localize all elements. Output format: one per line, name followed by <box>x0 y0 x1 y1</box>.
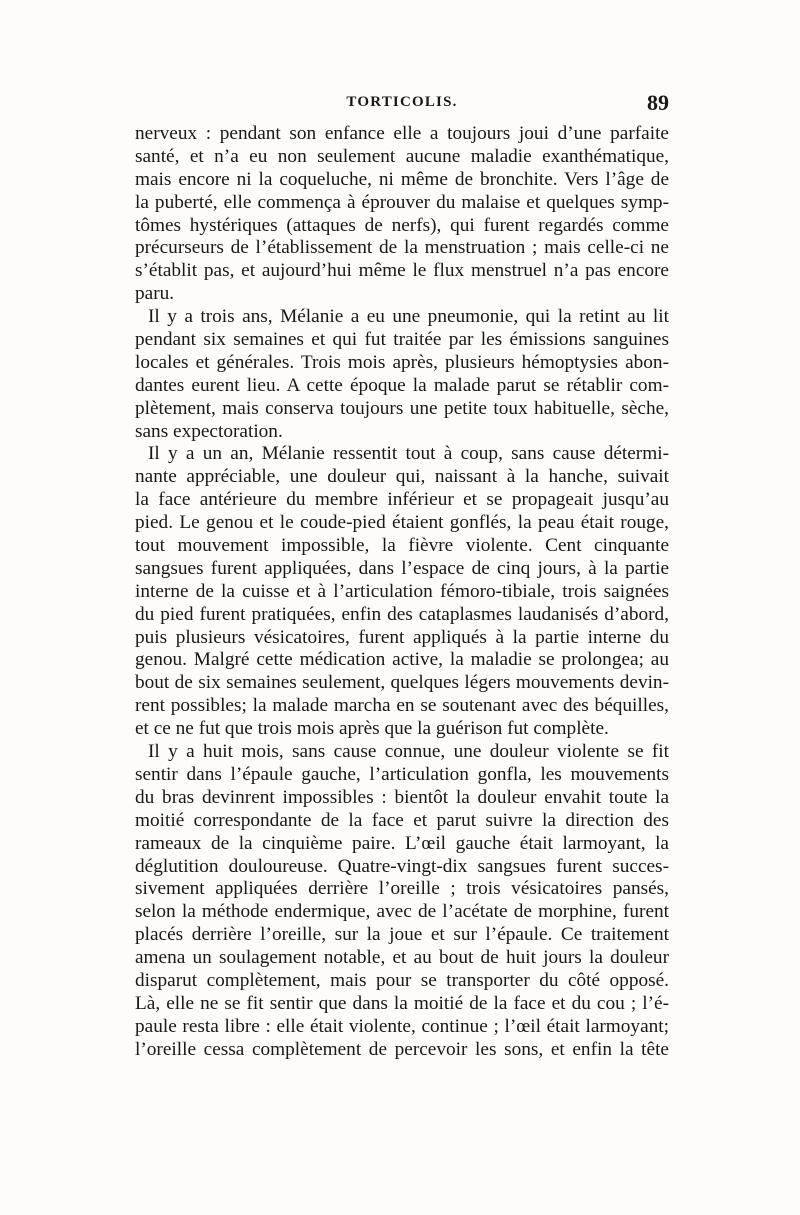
text-line: moitié correspondante de la face et parut suivre la direction des <box>135 809 669 831</box>
text-line: l’oreille cessa complètement de percevoir les sons, et enfin la tête <box>135 1038 669 1060</box>
text-line: du pied furent pratiquées, enfin des cataplasmes laudanisés d’abord, <box>135 603 669 625</box>
text-line: la puberté, elle commença à éprouver du malaise et quelques symp- <box>135 191 669 213</box>
text-line: tômes hystériques (attaques de nerfs), qui furent regardés comme <box>135 214 669 236</box>
body-text <box>135 123 669 1062</box>
text-line: et ce ne fut que trois mois après que la guérison fut complète. <box>135 718 609 740</box>
text-line: déglutition douloureuse. Quatre-vingt-dix sangsues furent succes- <box>135 855 669 877</box>
text-line: précurseurs de l’établissement de la menstruation ; mais celle-ci ne <box>135 237 669 259</box>
running-title: TORTICOLIS. <box>346 94 458 110</box>
text-line: bout de six semaines seulement, quelques légers mouvements devin- <box>135 672 669 694</box>
text-line: Il y a trois ans, Mélanie a eu une pneumonie, qui la retint au lit <box>148 306 669 328</box>
text-line: Là, elle ne se fit sentir que dans la moitié de la face et du cou ; l’é- <box>135 992 669 1014</box>
text-line: pendant six semaines et qui fut traitée par les émissions sanguines <box>135 329 669 351</box>
text-line: locales et générales. Trois mois après, plusieurs hémoptysies abon- <box>135 351 669 373</box>
text-line: disparut complètement, mais pour se transporter du côté opposé. <box>135 969 669 991</box>
text-line: rent possibles; la malade marcha en se soutenant avec des béquilles, <box>135 695 669 717</box>
text-line: Il y a huit mois, sans cause connue, une douleur violente se fit <box>148 741 669 763</box>
text-line: santé, et n’a eu non seulement aucune maladie exanthématique, <box>135 145 669 167</box>
text-line: nerveux : pendant son enfance elle a toujours joui d’une parfaite <box>135 123 669 144</box>
text-line: nante appréciable, une douleur qui, naissant à la hanche, suivait <box>135 466 669 488</box>
text-line: paru. <box>135 283 175 305</box>
text-line: Il y a un an, Mélanie ressentit tout à coup, sans cause détermi- <box>148 443 669 465</box>
text-line: interne de la cuisse et à l’articulation fémoro-tibiale, trois saignées <box>135 580 669 602</box>
text-line: sivement appliquées derrière l’oreille ; trois vésicatoires pansés, <box>135 878 669 900</box>
text-line: sentir dans l’épaule gauche, l’articulation gonfla, les mouvements <box>135 763 669 785</box>
text-line: du bras devinrent impossibles : bientôt la douleur envahit toute la <box>135 786 669 808</box>
text-line: plètement, mais conserva toujours une petite toux habituelle, sèche, <box>135 397 669 419</box>
text-line: sangsues furent appliquées, dans l’espace de cinq jours, à la partie <box>135 557 669 579</box>
text-line: paule resta libre : elle était violente, continue ; l’œil était larmoyant; <box>135 1015 669 1037</box>
running-head <box>135 90 669 118</box>
text-line: mais encore ni la coqueluche, ni même de bronchite. Vers l’âge de <box>135 168 669 190</box>
text-line: pied. Le genou et le coude-pied étaient gonflés, la peau était rouge, <box>135 512 669 534</box>
text-line: sans expectoration. <box>135 420 283 442</box>
text-line: amena un soulagement notable, et au bout de huit jours la douleur <box>135 947 669 969</box>
page-number: 89 <box>647 90 669 115</box>
text-line: puis plusieurs vésicatoires, furent appliqués à la partie interne du <box>135 626 669 648</box>
text-line: tout mouvement impossible, la fièvre violente. Cent cinquante <box>135 535 669 557</box>
text-line: dantes eurent lieu. A cette époque la malade parut se rétablir com- <box>135 374 669 396</box>
text-line: placés derrière l’oreille, sur la joue et sur l’épaule. Ce traitement <box>135 924 669 946</box>
text-line: s’établit pas, et aujourd’hui même le flux menstruel n’a pas encore <box>135 260 669 282</box>
text-line: rameaux de la cinquième paire. L’œil gauche était larmoyant, la <box>135 832 669 854</box>
text-line: selon la méthode endermique, avec de l’acétate de morphine, furent <box>135 901 669 923</box>
text-line: genou. Malgré cette médication active, la maladie se prolongea; au <box>135 649 669 671</box>
text-line: la face antérieure du membre inférieur et se propageait jusqu’au <box>135 489 669 511</box>
